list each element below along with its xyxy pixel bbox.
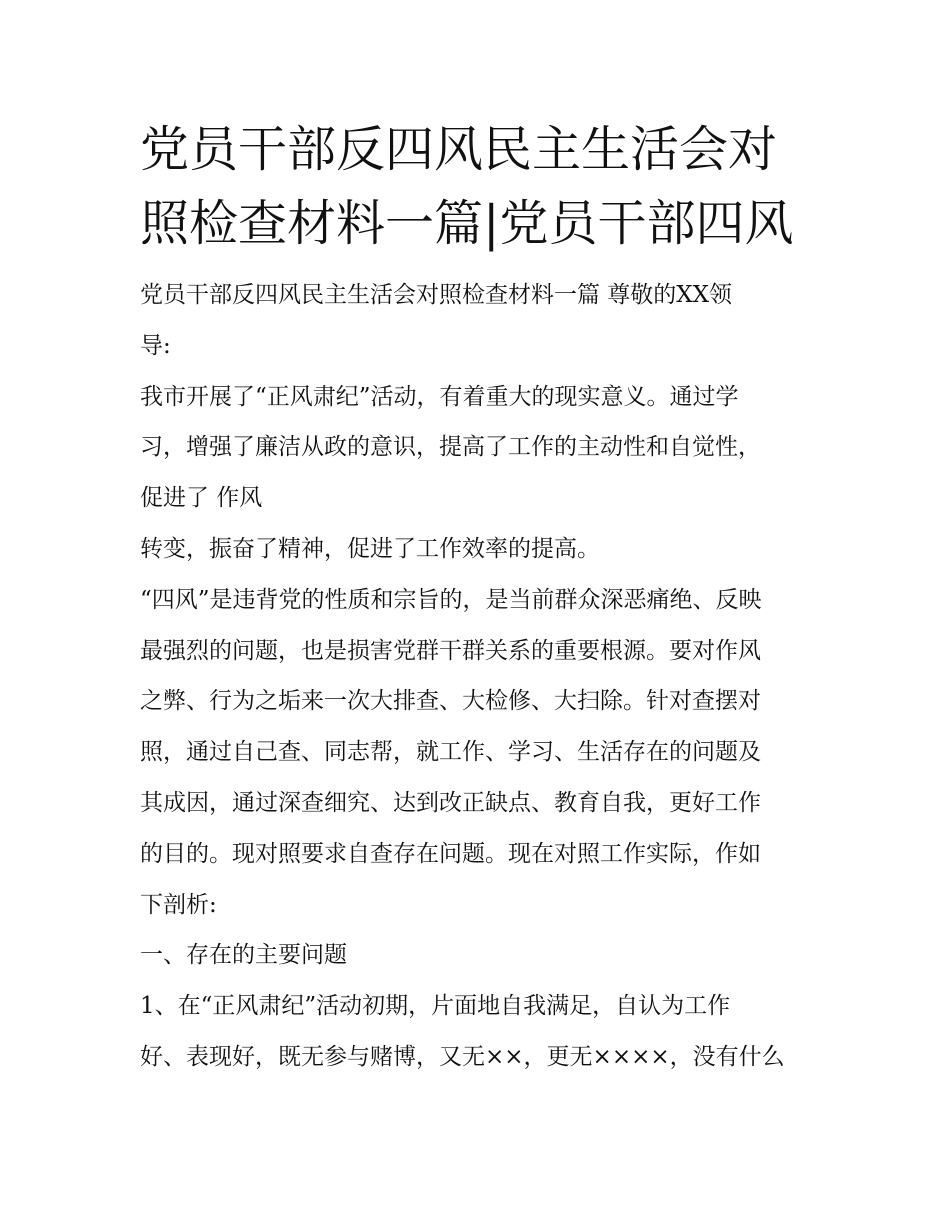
body-line: 1、在“正风肃纪”活动初期，片面地自我满足，自认为工作 [140, 993, 731, 1020]
title-line-2: 照检查材料一篇|党员干部四风 [140, 195, 794, 252]
body-line: 照，通过自己查、同志帮，就工作、学习、生活存在的问题及 [140, 739, 761, 766]
document-content [140, 118, 820, 1083]
body-line: 导: [140, 332, 171, 359]
body-line: 下剖析: [140, 891, 217, 918]
body-line: 转变，振奋了精神，促进了工作效率的提高。 [140, 535, 600, 562]
section-heading: 一、存在的主要问题 [140, 942, 347, 969]
title-line-1: 党员干部反四风民主生活会对 [140, 121, 778, 178]
body-line: 之弊、行为之垢来一次大排查、大检修、大扫除。针对查摆对 [140, 688, 761, 715]
body-line: 习，增强了廉洁从政的意识，提高了工作的主动性和自觉性， [140, 434, 761, 461]
body-line: 我市开展了“正风肃纪”活动，有着重大的现实意义。通过学 [140, 383, 739, 410]
body-line: 好、表现好，既无参与赌博，又无××，更无××××，没有什么 [140, 1043, 785, 1070]
body-line: 促进了 作风 [140, 485, 263, 512]
body-line: “四风”是违背党的性质和宗旨的，是当前群众深恶痛绝、反映 [140, 586, 762, 613]
body-line: 最强烈的问题，也是损害党群干群关系的重要根源。要对作风 [140, 637, 761, 664]
body-line: 的目的。现对照要求自查存在问题。现在对照工作实际，作如 [140, 840, 761, 867]
body-line: 其成因，通过深查细究、达到改正缺点、教育自我，更好工作 [140, 789, 761, 816]
body-line: 党员干部反四风民主生活会对照检查材料一篇 尊敬的XX领 [140, 282, 733, 308]
document-title [140, 118, 820, 256]
document-body [140, 270, 820, 1083]
